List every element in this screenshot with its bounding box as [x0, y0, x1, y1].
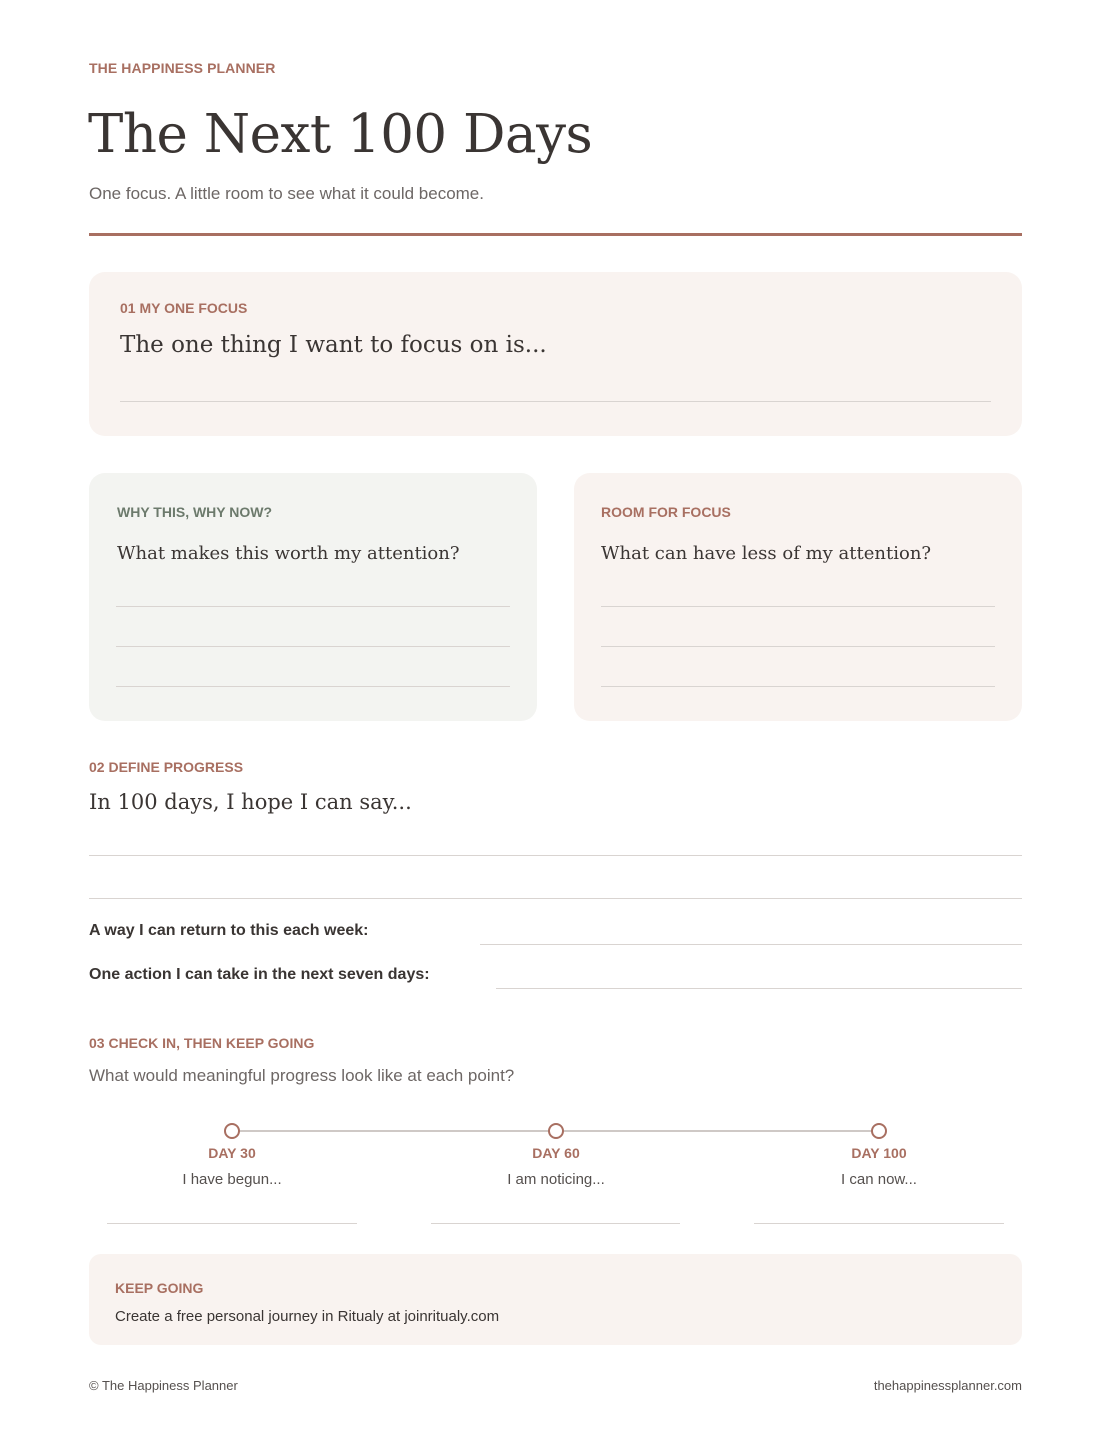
milestone-stem-100: I can now... [841, 1171, 917, 1188]
footer-website[interactable]: thehappinessplanner.com [873, 1378, 1022, 1393]
why-card-label: WHY THIS, WHY NOW? [117, 504, 273, 520]
checkin-section-label: 03 CHECK IN, THEN KEEP GOING [89, 1035, 315, 1051]
focus-write-line[interactable] [120, 401, 991, 402]
room-card-label: ROOM FOR FOCUS [601, 504, 731, 520]
progress-prompt: In 100 days, I hope I can say... [89, 790, 412, 814]
milestone-stem-60: I am noticing... [507, 1171, 605, 1188]
milestone-write-line-60[interactable] [431, 1223, 680, 1224]
progress-section-label: 02 DEFINE PROGRESS [89, 759, 244, 775]
progress-write-line[interactable] [89, 855, 1022, 856]
room-write-line[interactable] [601, 606, 995, 607]
room-write-line[interactable] [601, 686, 995, 687]
milestone-stem-30: I have begun... [182, 1171, 282, 1188]
milestone-dot-30 [224, 1123, 240, 1139]
brand-label: THE HAPPINESS PLANNER [89, 60, 276, 76]
milestone-day-60: DAY 60 [532, 1145, 580, 1161]
keep-going-card [89, 1254, 1022, 1345]
focus-section-label: 01 MY ONE FOCUS [120, 300, 248, 316]
keep-going-text[interactable]: Create a free personal journey in Ritualy at joinritualy.com [115, 1308, 500, 1325]
milestone-dot-60 [548, 1123, 564, 1139]
why-write-line[interactable] [116, 646, 510, 647]
why-card [89, 473, 537, 721]
focus-card [89, 272, 1022, 436]
weekly-answer-line[interactable] [480, 944, 1022, 945]
page-title: The Next 100 Days [88, 104, 593, 165]
why-write-line[interactable] [116, 686, 510, 687]
why-write-line[interactable] [116, 606, 510, 607]
footer-copyright: © The Happiness Planner [89, 1378, 238, 1393]
checkin-question: What would meaningful progress look like at each point? [89, 1066, 515, 1085]
milestone-write-line-30[interactable] [107, 1223, 357, 1224]
page-subtitle: One focus. A little room to see what it could become. [89, 184, 484, 203]
header-divider [89, 233, 1022, 236]
milestone-day-30: DAY 30 [208, 1145, 256, 1161]
milestone-write-line-100[interactable] [754, 1223, 1004, 1224]
weekly-question: A way I can return to this each week: [89, 922, 369, 939]
keep-going-label: KEEP GOING [115, 1280, 204, 1296]
room-card-prompt: What can have less of my attention? [601, 543, 932, 564]
room-card [574, 473, 1022, 721]
action-answer-line[interactable] [496, 988, 1022, 989]
milestone-dot-100 [871, 1123, 887, 1139]
room-write-line[interactable] [601, 646, 995, 647]
focus-prompt: The one thing I want to focus on is... [120, 332, 547, 358]
milestone-day-100: DAY 100 [851, 1145, 907, 1161]
action-question: One action I can take in the next seven days: [89, 966, 430, 983]
why-card-prompt: What makes this worth my attention? [117, 543, 460, 564]
progress-write-line[interactable] [89, 898, 1022, 899]
